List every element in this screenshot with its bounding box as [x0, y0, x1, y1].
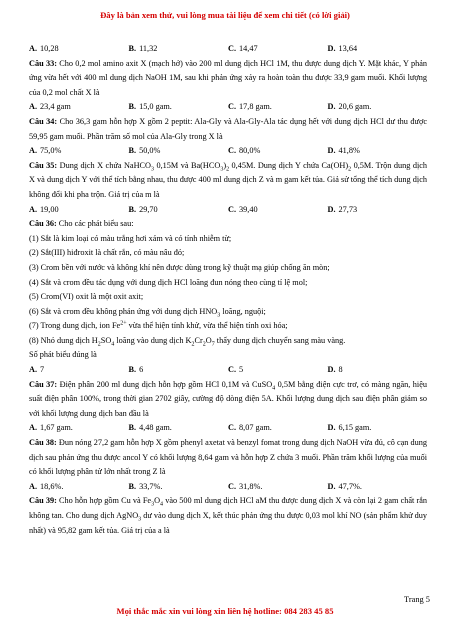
q38-option-b: B. 33,7%.: [128, 481, 163, 491]
statement-5: (5) Crom(VI) oxit là một oxit axit;: [29, 292, 144, 302]
q36-option-c: C. 5: [228, 365, 244, 375]
statement-8: (8) Nhỏ dung dịch $H_2SO_4$ loãng vào dung dịch $K_2Cr_2O_7$ thấy dung dịch chuyển sang màu vàng.: [29, 335, 346, 348]
q37-option-b: B. 4,48 gam.: [128, 423, 172, 433]
question-39: Câu 39: Cho hỗn hợp gồm Cu và $Fe_3O_4$ vào 500 ml dung dịch HCl aM thu được dung dịch X và còn lại 2 gam chất rắn không tan. Cho dung dịch AgNO$_3$ dư vào dung dịch X, kết thúc phản ứng thu được 0,03 mol khí NO (sản phẩm khử duy nhất) và 95,82 gam kết tủa. Giá trị của a là: [29, 496, 428, 535]
statement-7: (7) Trong dung dịch, ion $Fe^{2+}$ vừa thể hiện tính khử, vừa thể hiện tính oxi hóa;: [29, 320, 288, 331]
q33-option-a: A. 23,4 gam: [29, 102, 71, 112]
question-38: Câu 38: Đun nóng 27,2 gam hỗn hợp X gồm phenyl axetat và benzyl fomat trong dung dịch NaOH vừa đủ, cô cạn dung dịch sau phản ứng thu được ancol Y có khối lượng 8,64 gam và hỗn hợp Z chứa 3 muối. Phần trăm khối lượng của muối có khối lượng phân tử lớn nhất trong Z là: [29, 438, 428, 477]
question-36-label: Câu 36:: [29, 219, 57, 229]
question-35-label: Câu 35:: [29, 160, 58, 170]
q35-option-d: D. 27,73: [327, 204, 358, 214]
q35-options: [29, 203, 427, 218]
q34-option-a: A. 75,0%: [29, 146, 62, 156]
q33-option-c: C. 17,8 gam.: [228, 102, 272, 112]
q32-option-b: B. 11,32: [128, 44, 158, 53]
q36-option-b: B. 6: [128, 365, 144, 375]
q35-option-b: B. 29,70: [128, 204, 158, 214]
q36-option-d: D. 8: [327, 365, 343, 375]
question-38-label: Câu 38:: [29, 438, 57, 448]
q36-options: [29, 363, 427, 378]
q32-options: [29, 42, 427, 57]
q34-options: [29, 144, 427, 159]
question-34-text: Cho 36,3 gam hỗn hợp X gồm 2 peptit: Ala-Gly và Ala-Gly-Ala tác dụng hết với dung dịch HCl dư thu được 59,95 gam muối. Phần trăm số mol của Ala-Gly trong X là: [29, 116, 427, 141]
q32-option-a: A. 10,28: [29, 44, 59, 53]
statement-4: (4) Sắt và crom đều tác dụng với dung dịch HCl loãng đun nóng theo cùng tỉ lệ mol;: [29, 277, 308, 287]
question-35: Câu 35: Dung dịch X chứa NaHCO$_3$ 0,15M và $Ba(HCO_3)_2$ 0,45M. Dung dịch Y chứa $Ca(OH)_2$ 0,5M. Trộn dung dịch X và dung dịch Y với thể tích bằng nhau, thu được 400 ml dung dịch Z và m gam kết tủa. Giả sử tổng thể tích dung dịch không đổi khi pha trộn. Giá trị của m là: [29, 160, 428, 199]
q35-option-a: A. 19,00: [29, 204, 59, 214]
question-34-label: Câu 34:: [29, 116, 58, 126]
q37-option-a: A. 1,67 gam.: [29, 423, 73, 433]
statement-1: (1) Sắt là kim loại có màu trắng hơi xám và có tính nhiễm từ;: [29, 233, 232, 243]
statement-3: (3) Crom bền với nước và không khí nên được dùng trong kỹ thuật mạ giúp chống ăn mòn;: [29, 262, 330, 272]
statement-2: (2) Sắt(III) hiđroxit là chất rắn, có màu nâu đỏ;: [29, 248, 185, 258]
question-36: Câu 36: Cho các phát biểu sau:: [29, 219, 134, 229]
q37-options: [29, 421, 427, 436]
question-37-label: Câu 37:: [29, 379, 58, 389]
footer-banner: Mọi thắc mắc xin vui lòng xin liên hệ hotline: 084 283 45 85: [116, 606, 334, 616]
question-33-label: Câu 33:: [29, 58, 57, 68]
q38-option-c: C. 31,8%.: [228, 481, 263, 491]
q38-options: [29, 480, 427, 495]
q37-option-d: D. 6,15 gam.: [327, 423, 372, 433]
q33-option-d: D. 20,6 gam.: [327, 102, 372, 112]
q32-option-c: C. 14,47: [228, 44, 258, 53]
question-33-text: Cho 0,2 mol amino axit X (mạch hở) vào 200 ml dung dịch HCl 1M, thu được dung dịch Y. Mặt khác, Y phản ứng vừa hết với 400 ml dung dịch NaOH 1M, sau khi phản ứng xảy ra hoàn toàn thu được 33,9 gam muối. Khối lượng của 0,2 mol chất X là: [29, 58, 428, 97]
q32-option-d: D. 13,64: [327, 44, 358, 53]
question-34: [29, 115, 427, 144]
q34-option-b: B. 50,0%: [128, 146, 161, 156]
question-39-label: Câu 39:: [29, 496, 57, 506]
header-banner: Đây là bản xem thử, vui lòng mua tài liệu để xem chi tiết (có lời giải): [100, 10, 350, 20]
q35-option-c: C. 39,40: [228, 204, 258, 214]
q38-option-a: A. 18,6%.: [29, 481, 64, 491]
q34-option-d: D. 41,8%: [327, 146, 360, 156]
document-body: [29, 42, 427, 538]
page-number: Trang 5: [404, 595, 430, 604]
q33-options: [29, 100, 427, 115]
question-33: [29, 57, 427, 101]
q37-option-c: C. 8,07 gam.: [228, 423, 272, 433]
statement-6: (6) Sắt và crom đều không phản ứng với dung dịch $HNO_3$ loãng, nguội;: [29, 306, 266, 319]
q33-option-b: B. 15,0 gam.: [128, 102, 172, 112]
q38-option-d: D. 47,7%.: [327, 481, 362, 491]
question-37: Câu 37: Điện phân 200 ml dung dịch hỗn hợp gồm HCl 0,1M và CuSO$_4$ 0,5M bằng điện cực trơ, có màng ngăn, hiệu suất điện phân 100%, trong thời gian 2702 giây, cường độ dòng điện 5A. Khối lượng dung dịch sau điện phân giảm so với khối lượng dung dịch ban đầu là: [29, 379, 427, 418]
q36-option-a: A. 7: [29, 365, 45, 375]
q34-option-c: C. 80,0%: [228, 146, 261, 156]
statement-count-prompt: Số phát biểu đúng là: [29, 350, 97, 360]
